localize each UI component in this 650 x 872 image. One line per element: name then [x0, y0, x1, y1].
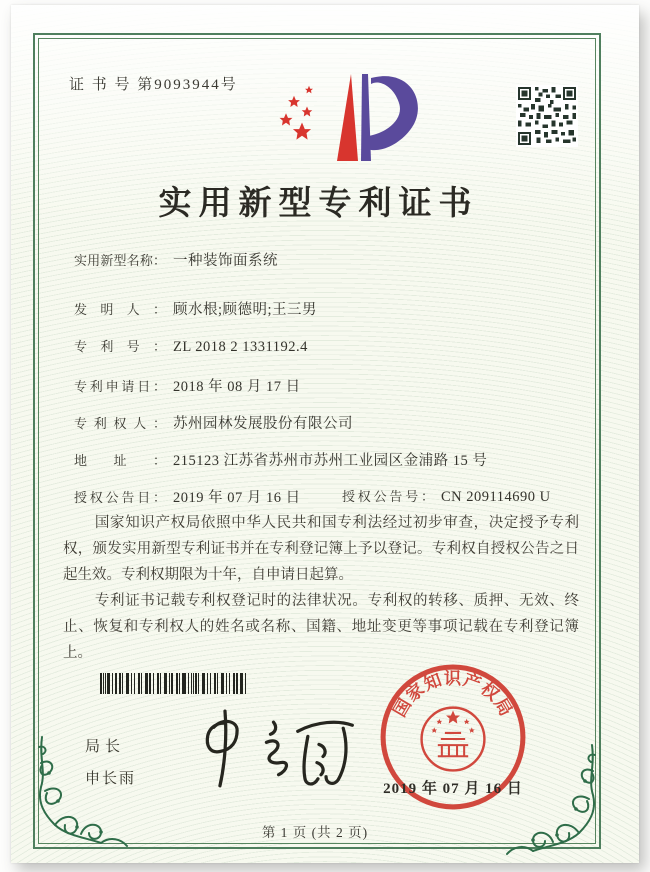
field-value: 一种装饰面系统	[173, 253, 278, 269]
qr-code	[516, 85, 578, 147]
patent-certificate-page	[11, 5, 639, 863]
field-patentee	[74, 412, 574, 433]
logo-stars	[280, 86, 313, 140]
field-value: 2019 年 07 月 16 日	[173, 490, 301, 506]
logo-red-wedge	[337, 74, 358, 161]
certificate-title: 实用新型专利证书	[158, 186, 479, 222]
floral-ornament-icon	[499, 741, 599, 859]
field-patent-number	[74, 336, 574, 356]
field-value: CN 209114690 U	[441, 489, 551, 505]
signer-title: 局长	[85, 739, 126, 755]
field-label: 专利申请日：	[74, 379, 166, 394]
barcode	[100, 673, 247, 694]
field-value: 苏州园林发展股份有限公司	[173, 416, 353, 432]
field-value: 2018 年 08 月 17 日	[173, 379, 301, 395]
seal-agency-text: 国家知识产权局	[389, 669, 517, 721]
cnipa-logo-icon	[263, 69, 433, 169]
field-grant-number	[342, 486, 551, 506]
field-filing-date	[74, 375, 574, 396]
field-label: 专利号：	[74, 339, 166, 354]
field-label: 专利权人：	[74, 416, 166, 431]
seal-national-emblem-icon	[422, 708, 485, 771]
field-label: 授权公告号：	[342, 489, 434, 504]
field-grant-date	[74, 490, 301, 506]
field-value: ZL 2018 2 1331192.4	[173, 339, 308, 355]
seal-date: 2019 年 07 月 16 日	[383, 781, 523, 797]
certificate-number: 证 书 号 第9093944号	[69, 77, 238, 93]
field-value: 215123 江苏省苏州市苏州工业园区金浦路 15 号	[173, 453, 488, 469]
field-label: 发明人：	[74, 302, 166, 317]
signer-name: 申长雨	[85, 771, 137, 787]
logo-purple-bowl	[362, 76, 418, 150]
field-label: 授权公告日：	[74, 490, 166, 505]
certificate-body-text	[63, 510, 579, 666]
field-label: 地址：	[74, 453, 166, 468]
page-number-footer: 第 1 页 (共 2 页)	[261, 825, 369, 840]
field-utility-model-name	[74, 249, 574, 270]
field-address	[74, 449, 574, 470]
field-value: 顾水根;顾德明;王三男	[173, 302, 318, 318]
body-paragraph-2: 专利证书记载专利权登记时的法律状况。专利权的转移、质押、无效、终止、恢复和专利权人的姓名或名称、国籍、地址变更等事项记载在专利登记簿上。	[63, 593, 579, 661]
field-label: 实用新型名称：	[74, 253, 166, 268]
signature	[183, 705, 365, 801]
field-grant-row	[74, 486, 574, 507]
body-paragraph-1: 国家知识产权局依照中华人民共和国专利法经过初步审查，决定授予专利权，颁发实用新型专利证书并在专利登记簿上予以登记。专利权自授权公告之日起生效。专利权期限为十年，自申请日起算。	[63, 515, 579, 583]
field-inventors	[74, 298, 574, 319]
